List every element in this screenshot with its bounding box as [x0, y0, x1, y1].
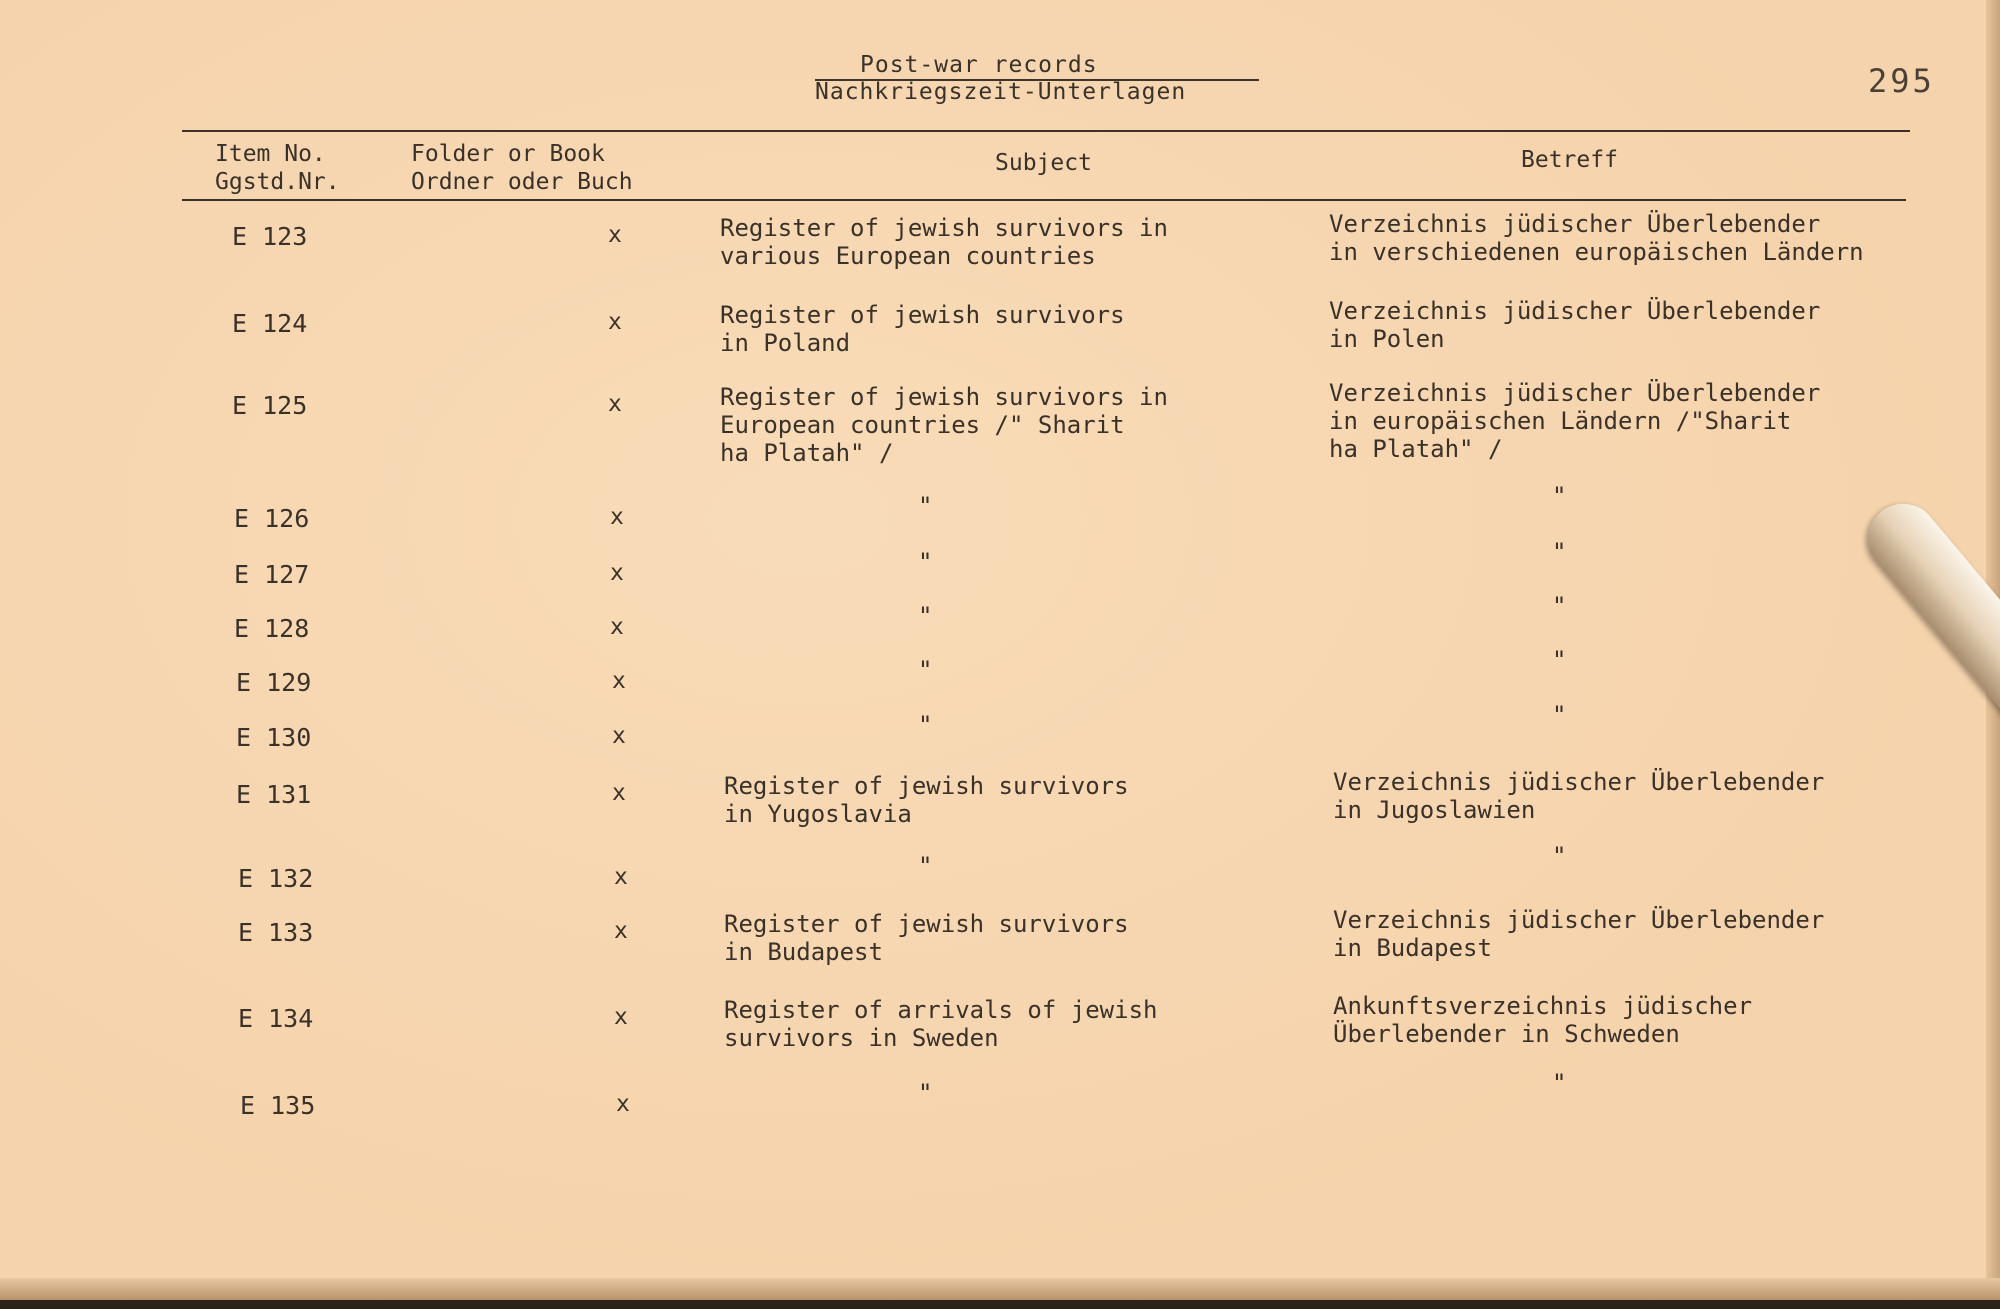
- item-number: E 126: [234, 504, 310, 533]
- item-number: E 127: [234, 560, 310, 589]
- subject-cell: Register of jewish survivors in Yugoslavia: [724, 772, 1129, 828]
- item-number: E 125: [232, 391, 308, 420]
- folder-mark: x: [614, 918, 628, 944]
- betreff-cell: Verzeichnis jüdischer Überlebender in verschiedenen europäischen Ländern: [1329, 210, 1864, 266]
- item-number: E 133: [238, 918, 314, 947]
- betreff-cell: ": [1552, 701, 1567, 729]
- betreff-cell: ": [1552, 538, 1567, 566]
- item-number: E 123: [232, 222, 308, 251]
- header-top-rule: [182, 130, 1910, 132]
- subject-cell: Register of jewish survivors in Poland: [720, 301, 1125, 357]
- item-number: E 124: [232, 309, 308, 338]
- subject-cell: ": [918, 492, 933, 520]
- title-english: Post-war records: [860, 52, 1098, 78]
- betreff-cell: ": [1552, 1069, 1567, 1097]
- betreff-cell: ": [1552, 482, 1567, 510]
- folder-mark: x: [608, 391, 622, 417]
- betreff-cell: Verzeichnis jüdischer Überlebender in Budapest: [1333, 906, 1825, 962]
- subject-cell: ": [918, 711, 933, 739]
- subject-cell: Register of jewish survivors in European countries /" Sharit ha Platah" /: [720, 383, 1168, 467]
- betreff-cell: Verzeichnis jüdischer Überlebender in Jugoslawien: [1333, 768, 1825, 824]
- betreff-cell: Ankunftsverzeichnis jüdischer Überlebender in Schweden: [1333, 992, 1753, 1048]
- item-number: E 129: [236, 668, 312, 697]
- column-header-subject: Subject: [995, 150, 1092, 176]
- item-number: E 131: [236, 780, 312, 809]
- betreff-cell: ": [1552, 842, 1567, 870]
- folder-mark: x: [614, 1004, 628, 1030]
- folder-mark: x: [612, 723, 626, 749]
- item-number: E 132: [238, 864, 314, 893]
- betreff-cell: ": [1552, 592, 1567, 620]
- subject-cell: Register of arrivals of jewish survivors in Sweden: [724, 996, 1158, 1052]
- column-header-folder: Folder or Book Ordner oder Buch: [411, 141, 633, 195]
- folder-mark: x: [616, 1091, 630, 1117]
- title-german: Nachkriegszeit-Unterlagen: [815, 79, 1187, 105]
- subject-cell: ": [918, 548, 933, 576]
- subject-cell: ": [918, 602, 933, 630]
- column-header-betreff: Betreff: [1521, 147, 1618, 173]
- betreff-cell: ": [1552, 646, 1567, 674]
- subject-cell: ": [918, 1079, 933, 1107]
- subject-cell: Register of jewish survivors in various European countries: [720, 214, 1168, 270]
- folder-mark: x: [610, 560, 624, 586]
- folder-mark: x: [608, 222, 622, 248]
- folder-mark: x: [610, 614, 624, 640]
- subject-cell: Register of jewish survivors in Budapest: [724, 910, 1129, 966]
- item-number: E 134: [238, 1004, 314, 1033]
- header-bottom-rule: [182, 199, 1906, 201]
- betreff-cell: Verzeichnis jüdischer Überlebender in Polen: [1329, 297, 1821, 353]
- page-clip-tool: [1854, 490, 2000, 719]
- folder-mark: x: [612, 668, 626, 694]
- subject-cell: ": [918, 852, 933, 880]
- page-bottom-edge: [0, 1278, 2000, 1300]
- subject-cell: ": [918, 656, 933, 684]
- folder-mark: x: [608, 309, 622, 335]
- folder-mark: x: [612, 780, 626, 806]
- item-number: E 128: [234, 614, 310, 643]
- item-number: E 130: [236, 723, 312, 752]
- column-header-item: Item No. Ggstd.Nr.: [215, 141, 340, 195]
- page-number: 295: [1868, 62, 1935, 100]
- item-number: E 135: [240, 1091, 316, 1120]
- folder-mark: x: [614, 864, 628, 890]
- folder-mark: x: [610, 504, 624, 530]
- betreff-cell: Verzeichnis jüdischer Überlebender in europäischen Ländern /"Sharit ha Platah" /: [1329, 379, 1821, 463]
